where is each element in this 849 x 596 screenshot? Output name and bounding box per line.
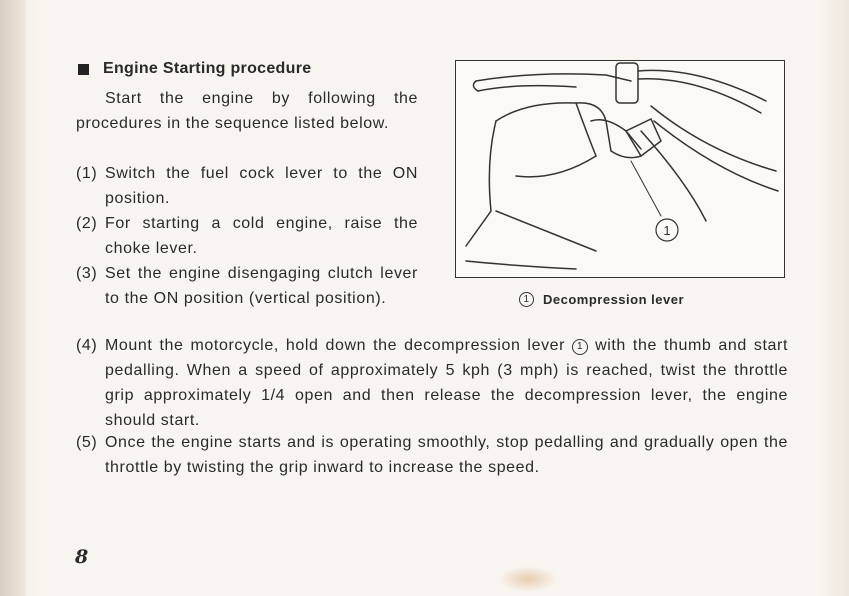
step-text: For starting a cold engine, raise the choke lever. [105,215,418,257]
page-spine-shadow [0,0,26,596]
step-3 [76,261,418,311]
step-text: Switch the fuel cock lever to the ON position. [105,165,418,207]
figure-callout-number: 1 [663,223,671,238]
decompression-lever-illustration [455,60,785,278]
step-number: (3) [76,265,98,282]
step-2 [76,211,418,261]
step-text [105,333,788,433]
page-number: 8 [75,546,89,568]
step-number: (5) [76,434,98,451]
section-heading [78,60,311,78]
caption-text: Decompression lever [543,292,685,307]
intro-text: Start the engine by following the procedures in the sequence listed below. [76,90,418,132]
step-text-part-a: Mount the motorcycle, hold down the decompression lever [105,337,566,354]
step-5 [76,430,788,480]
step-number: (4) [76,337,98,354]
paper-stain [498,566,558,592]
intro-paragraph [76,86,418,136]
step-1 [76,161,418,211]
step-4 [76,333,788,433]
figure-caption [519,292,684,307]
step-text-part-b: with the thumb and start pedalling. When a speed of approximately 5 kph (3 mph) is reached, twist the throttle grip approximately 1/4 open and then release the decompression lever, the engine should start. [105,337,788,429]
step-text: Set the engine disengaging clutch lever to the ON position (vertical position). [105,265,418,307]
step-number: (1) [76,165,98,182]
section-heading-text: Engine Starting procedure [103,60,312,77]
caption-number-marker: 1 [519,292,534,307]
step-text: Once the engine starts and is operating smoothly, stop pedalling and gradually open the throttle by twisting the grip inward to increase the speed. [105,434,788,476]
step-number: (2) [76,215,98,232]
callout-ref-marker: 1 [572,339,588,355]
square-bullet-icon [78,64,89,75]
